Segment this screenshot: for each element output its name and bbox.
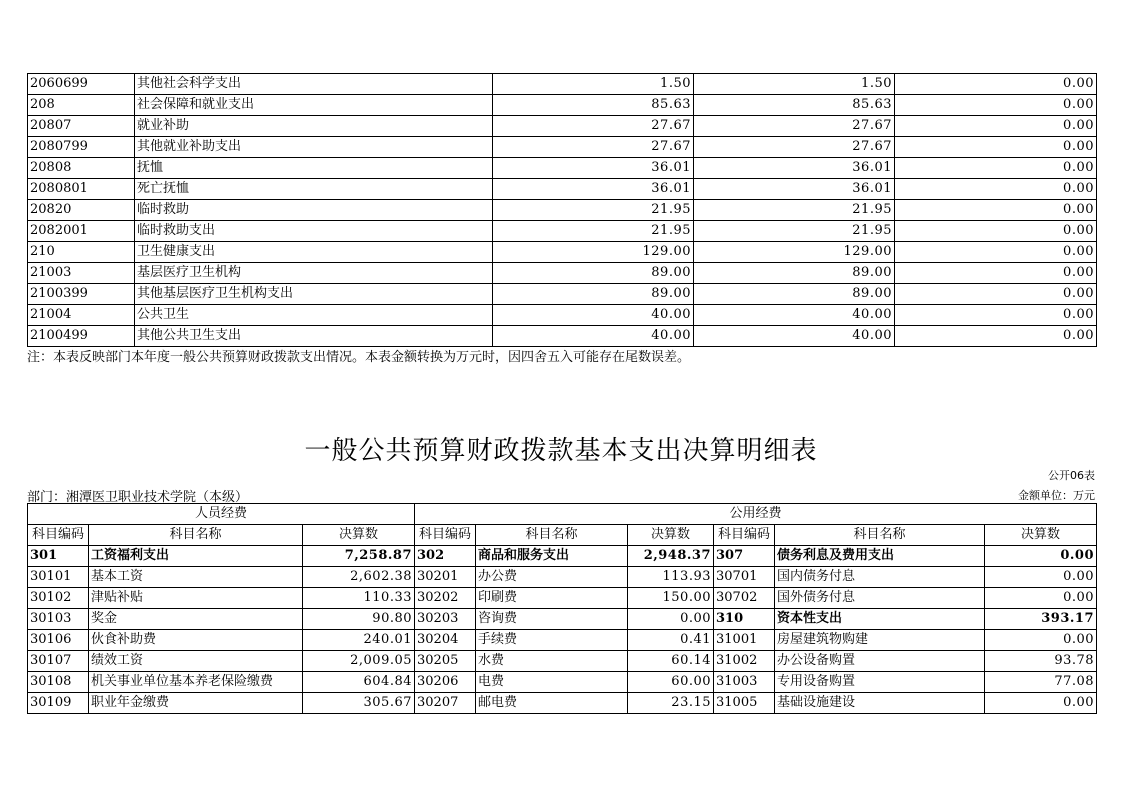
amount-cell: 27.67 [493,137,694,158]
amount-cell: 93.78 [985,651,1097,672]
table-row [28,672,1097,693]
page-title: 一般公共预算财政拨款基本支出决算明细表 [304,436,818,466]
amount-cell: 129.00 [694,242,895,263]
amount-cell: 0.00 [895,200,1097,221]
table-row [28,158,1097,179]
table-row [28,221,1097,242]
subject-name-cell: 债务利息及费用支出 [775,546,985,567]
table-row [28,546,1097,567]
amount-cell: 240.01 [303,630,415,651]
amount-cell: 150.00 [628,588,714,609]
subject-code-cell: 302 [415,546,476,567]
amount-cell: 0.00 [985,567,1097,588]
subject-name-cell: 绩效工资 [89,651,303,672]
subject-name-cell: 就业补助 [135,116,493,137]
amount-cell: 0.00 [895,263,1097,284]
subject-code-cell: 20808 [28,158,135,179]
subject-code-cell: 30103 [28,609,89,630]
amount-cell: 0.00 [895,326,1097,347]
subject-name-cell: 工资福利支出 [89,546,303,567]
subject-code-cell: 30102 [28,588,89,609]
subject-code-cell: 301 [28,546,89,567]
subject-code-cell: 30101 [28,567,89,588]
amount-cell: 0.00 [895,95,1097,116]
amount-unit-label: 金额单位：万元 [1018,489,1095,502]
subject-code-cell: 30702 [714,588,775,609]
subject-name-cell: 基本工资 [89,567,303,588]
amount-cell: 0.00 [895,179,1097,200]
column-header-row [28,525,1097,546]
subject-code-cell: 307 [714,546,775,567]
table-row [28,242,1097,263]
amount-cell: 0.00 [985,546,1097,567]
subject-name-cell: 水费 [476,651,628,672]
amount-cell: 2,948.37 [628,546,714,567]
amount-cell: 0.00 [895,116,1097,137]
amount-cell: 36.01 [694,158,895,179]
header-amount: 决算数 [985,525,1097,546]
table-row [28,609,1097,630]
subject-name-cell: 其他公共卫生支出 [135,326,493,347]
subject-code-cell: 30201 [415,567,476,588]
subject-name-cell: 卫生健康支出 [135,242,493,263]
subject-code-cell: 30108 [28,672,89,693]
subject-name-cell: 印刷费 [476,588,628,609]
subject-code-cell: 30204 [415,630,476,651]
subject-code-cell: 30205 [415,651,476,672]
subject-code-cell: 30107 [28,651,89,672]
amount-cell: 40.00 [694,326,895,347]
subject-name-cell: 临时救助支出 [135,221,493,242]
subject-code-cell: 2082001 [28,221,135,242]
table-row [28,95,1097,116]
amount-cell: 40.00 [694,305,895,326]
amount-cell: 0.00 [895,221,1097,242]
header-code: 科目编码 [714,525,775,546]
basic-expenditure-detail-table [27,503,1097,714]
amount-cell: 305.67 [303,693,415,714]
amount-cell: 0.00 [985,693,1097,714]
amount-cell: 0.00 [895,74,1097,95]
header-code: 科目编码 [28,525,89,546]
table-row [28,137,1097,158]
amount-cell: 21.95 [694,200,895,221]
subject-name-cell: 手续费 [476,630,628,651]
subject-name-cell: 国内债务付息 [775,567,985,588]
subject-code-cell: 30207 [415,693,476,714]
subject-name-cell: 邮电费 [476,693,628,714]
subject-name-cell: 职业年金缴费 [89,693,303,714]
table-row [28,326,1097,347]
amount-cell: 27.67 [694,116,895,137]
subject-code-cell: 2100399 [28,284,135,305]
subject-name-cell: 津贴补贴 [89,588,303,609]
subject-name-cell: 办公费 [476,567,628,588]
amount-cell: 85.63 [694,95,895,116]
amount-cell: 393.17 [985,609,1097,630]
department-label: 部门：湘潭医卫职业技术学院（本级） [27,490,249,505]
subject-name-cell: 电费 [476,672,628,693]
table-row [28,179,1097,200]
amount-cell: 36.01 [493,179,694,200]
amount-cell: 0.00 [985,630,1097,651]
header-name: 科目名称 [775,525,985,546]
subject-code-cell: 30203 [415,609,476,630]
subject-code-cell: 30106 [28,630,89,651]
subject-code-cell: 31002 [714,651,775,672]
subject-code-cell: 2060699 [28,74,135,95]
subject-name-cell: 社会保障和就业支出 [135,95,493,116]
subject-code-cell: 2080801 [28,179,135,200]
subject-name-cell: 基础设施建设 [775,693,985,714]
table-row [28,693,1097,714]
amount-cell: 113.93 [628,567,714,588]
subject-name-cell: 死亡抚恤 [135,179,493,200]
subject-name-cell: 办公设备购置 [775,651,985,672]
header-name: 科目名称 [89,525,303,546]
amount-cell: 7,258.87 [303,546,415,567]
amount-cell: 0.41 [628,630,714,651]
subject-name-cell: 伙食补助费 [89,630,303,651]
table-row [28,305,1097,326]
table-row [28,588,1097,609]
amount-cell: 110.33 [303,588,415,609]
table-row [28,263,1097,284]
subject-code-cell: 310 [714,609,775,630]
table-row [28,200,1097,221]
amount-cell: 36.01 [493,158,694,179]
amount-cell: 129.00 [493,242,694,263]
subject-code-cell: 30109 [28,693,89,714]
amount-cell: 85.63 [493,95,694,116]
amount-cell: 89.00 [493,284,694,305]
subject-code-cell: 30206 [415,672,476,693]
table-row [28,651,1097,672]
subject-code-cell: 21004 [28,305,135,326]
subject-name-cell: 专用设备购置 [775,672,985,693]
amount-cell: 0.00 [895,284,1097,305]
amount-cell: 21.95 [493,221,694,242]
amount-cell: 60.14 [628,651,714,672]
subject-name-cell: 国外债务付息 [775,588,985,609]
amount-cell: 40.00 [493,326,694,347]
table-row [28,567,1097,588]
amount-cell: 0.00 [628,609,714,630]
subject-name-cell: 机关事业单位基本养老保险缴费 [89,672,303,693]
subject-code-cell: 208 [28,95,135,116]
amount-cell: 36.01 [694,179,895,200]
header-amount: 决算数 [303,525,415,546]
amount-cell: 2,602.38 [303,567,415,588]
amount-cell: 27.67 [694,137,895,158]
amount-cell: 1.50 [694,74,895,95]
amount-cell: 21.95 [694,221,895,242]
group-header-row [28,504,1097,525]
subject-code-cell: 20807 [28,116,135,137]
subject-name-cell: 其他社会科学支出 [135,74,493,95]
table-row [28,116,1097,137]
amount-cell: 0.00 [985,588,1097,609]
subject-code-cell: 31003 [714,672,775,693]
subject-code-cell: 31005 [714,693,775,714]
amount-cell: 0.00 [895,158,1097,179]
header-name: 科目名称 [476,525,628,546]
table-row [28,74,1097,95]
subject-name-cell: 其他就业补助支出 [135,137,493,158]
amount-cell: 40.00 [493,305,694,326]
subject-code-cell: 31001 [714,630,775,651]
subject-name-cell: 其他基层医疗卫生机构支出 [135,284,493,305]
table-row [28,630,1097,651]
amount-cell: 0.00 [895,242,1097,263]
amount-cell: 0.00 [895,305,1097,326]
expenditure-table-top [27,73,1097,347]
amount-cell: 0.00 [895,137,1097,158]
subject-name-cell: 基层医疗卫生机构 [135,263,493,284]
subject-name-cell: 抚恤 [135,158,493,179]
subject-code-cell: 20820 [28,200,135,221]
amount-cell: 89.00 [493,263,694,284]
subject-name-cell: 商品和服务支出 [476,546,628,567]
subject-code-cell: 2080799 [28,137,135,158]
group-public-header: 公用经费 [415,504,1097,525]
amount-cell: 60.00 [628,672,714,693]
subject-name-cell: 奖金 [89,609,303,630]
subject-name-cell: 资本性支出 [775,609,985,630]
amount-cell: 89.00 [694,284,895,305]
subject-name-cell: 咨询费 [476,609,628,630]
group-personnel-header: 人员经费 [28,504,415,525]
subject-code-cell: 210 [28,242,135,263]
form-code: 公开06表 [1048,469,1095,482]
table-note: 注：本表反映部门本年度一般公共预算财政拨款支出情况。本表金额转换为万元时，因四舍五入可能存在尾数误差。 [27,350,691,365]
subject-name-cell: 房屋建筑物购建 [775,630,985,651]
table-row [28,284,1097,305]
subject-code-cell: 30701 [714,567,775,588]
amount-cell: 2,009.05 [303,651,415,672]
amount-cell: 89.00 [694,263,895,284]
subject-code-cell: 30202 [415,588,476,609]
subject-name-cell: 公共卫生 [135,305,493,326]
subject-code-cell: 21003 [28,263,135,284]
amount-cell: 77.08 [985,672,1097,693]
header-amount: 决算数 [628,525,714,546]
amount-cell: 21.95 [493,200,694,221]
subject-code-cell: 2100499 [28,326,135,347]
amount-cell: 27.67 [493,116,694,137]
amount-cell: 90.80 [303,609,415,630]
amount-cell: 23.15 [628,693,714,714]
amount-cell: 604.84 [303,672,415,693]
subject-name-cell: 临时救助 [135,200,493,221]
header-code: 科目编码 [415,525,476,546]
amount-cell: 1.50 [493,74,694,95]
